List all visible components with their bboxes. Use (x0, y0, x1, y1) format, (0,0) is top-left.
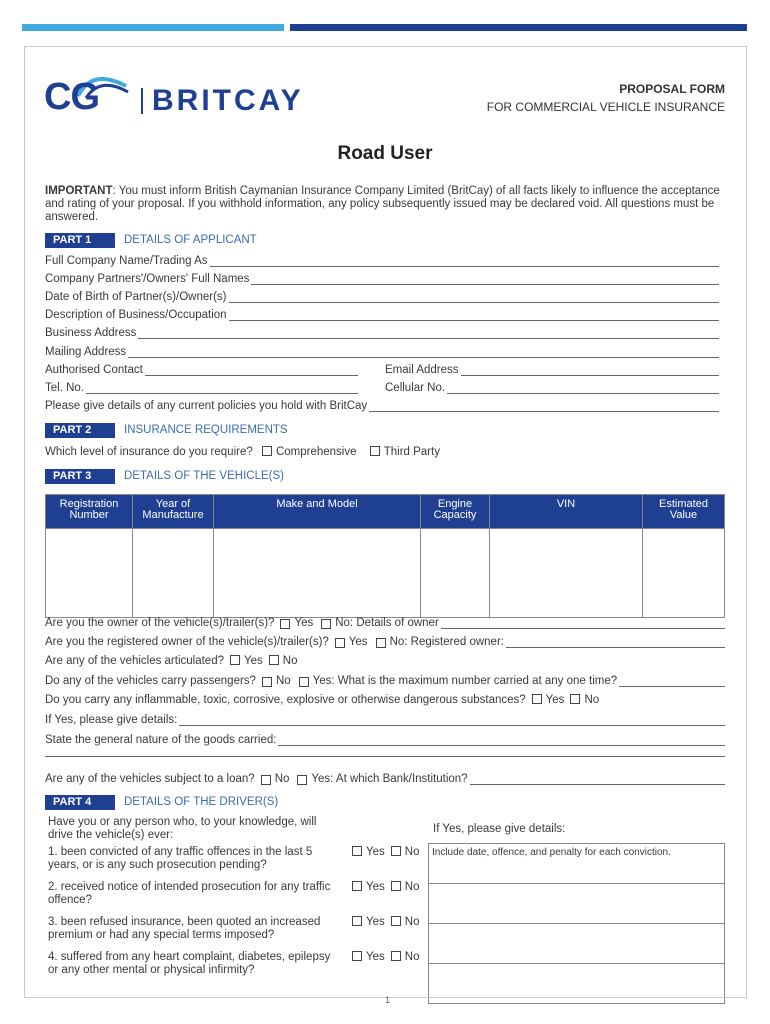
reg-yes-checkbox[interactable] (335, 638, 345, 648)
no-label: No (274, 773, 290, 785)
field-business-description[interactable] (45, 308, 719, 321)
column-header: Year of Manufacture (133, 495, 214, 529)
form-title: PROPOSAL FORM (619, 82, 725, 96)
registered-owner-field[interactable] (506, 637, 725, 648)
table-cell[interactable] (46, 529, 133, 618)
loan-question (45, 772, 725, 785)
question-text: Are any of the vehicles subject to a loan? (45, 773, 255, 785)
field-tel[interactable] (45, 381, 358, 394)
registered-owner-question (45, 635, 725, 648)
q3-options (346, 916, 419, 928)
yes-label: Yes: What is the maximum number carried at any one time? (312, 675, 618, 687)
field-company-name[interactable] (45, 254, 719, 267)
goods-extra-line[interactable] (45, 756, 725, 757)
logo-name: BRITCAY (152, 84, 304, 117)
loan-yes-checkbox[interactable] (297, 775, 307, 785)
third-party-checkbox[interactable] (370, 446, 380, 456)
yes-label: Yes (545, 694, 565, 706)
part2-label: PART 2 (45, 423, 115, 438)
question-text: Are any of the vehicles articulated? (45, 655, 224, 667)
yes-label: Yes (366, 881, 385, 893)
field-label: Please give details of any current policies you hold with BritCay (45, 400, 368, 412)
driver-question-4: 4. suffered from any heart complaint, diabetes, epilepsy or any other mental or physical infirmity? (48, 951, 331, 976)
page-title: Road User (337, 143, 433, 164)
details-heading: If Yes, please give details: (433, 823, 566, 835)
field-label: Business Address (45, 327, 137, 339)
details-cell-1[interactable] (429, 844, 725, 884)
no-label: No (584, 694, 600, 706)
part4-title: DETAILS OF THE DRIVER(S) (124, 796, 279, 808)
comprehensive-checkbox[interactable] (262, 446, 272, 456)
pass-no-checkbox[interactable] (262, 677, 272, 687)
q4-yes-checkbox[interactable] (352, 951, 362, 961)
driver-question-1: 1. been convicted of any traffic offences in the last 5 years, or is any such prosecution pending? (48, 846, 313, 871)
important-notice (45, 185, 735, 224)
owner-no-checkbox[interactable] (321, 619, 331, 629)
details-cell-3[interactable] (429, 924, 725, 964)
field-label: Email Address (385, 364, 459, 376)
field-label: State the general nature of the goods carried: (45, 734, 277, 746)
q1-no-checkbox[interactable] (391, 846, 401, 856)
logo-mark: CG (44, 76, 99, 118)
insurance-level-question (45, 446, 440, 458)
field-date-of-birth[interactable] (45, 290, 719, 303)
question-text: Do any of the vehicles carry passengers? (45, 675, 256, 687)
top-accent-bar-dark (290, 24, 747, 31)
part2-title: INSURANCE REQUIREMENTS (124, 424, 288, 436)
field-mailing-address[interactable] (45, 345, 719, 358)
max-passengers-field[interactable] (619, 676, 725, 687)
option-label: Third Party (383, 446, 440, 458)
no-label: No (404, 951, 420, 963)
q2-no-checkbox[interactable] (391, 881, 401, 891)
q1-options (346, 846, 419, 858)
bank-institution-field[interactable] (470, 774, 725, 785)
yes-label: Yes (366, 846, 385, 858)
loan-no-checkbox[interactable] (261, 775, 271, 785)
field-label: If Yes, please give details: (45, 714, 178, 726)
yes-label: Yes: At which Bank/Institution? (311, 773, 468, 785)
owner-question (45, 616, 725, 629)
no-label: No (404, 881, 420, 893)
field-partners-names[interactable] (45, 272, 719, 285)
part4-label: PART 4 (45, 795, 115, 810)
option-label: Comprehensive (275, 446, 357, 458)
field-label: Tel. No. (45, 382, 84, 394)
field-label: Mailing Address (45, 346, 127, 358)
field-label: Authorised Contact (45, 364, 143, 376)
danger-yes-checkbox[interactable] (532, 694, 542, 704)
question-text: Are you the registered owner of the vehicle(s)/trailer(s)? (45, 636, 329, 648)
vehicle-table (45, 494, 725, 618)
driver-question-3: 3. been refused insurance, been quoted an increased premium or had any special terms imposed? (48, 916, 321, 941)
q2-yes-checkbox[interactable] (352, 881, 362, 891)
art-no-checkbox[interactable] (269, 655, 279, 665)
owner-yes-checkbox[interactable] (280, 619, 290, 629)
q4-no-checkbox[interactable] (391, 951, 401, 961)
column-header: Estimated Value (643, 495, 725, 529)
driver-details-table (428, 843, 725, 1004)
column-header: VIN (490, 495, 643, 529)
yes-label: Yes (366, 916, 385, 928)
question-text: Do you carry any inflammable, toxic, corrosive, explosive or otherwise dangerous substances? (45, 694, 526, 706)
yes-label: Yes (366, 951, 385, 963)
field-label: Description of Business/Occupation (45, 309, 227, 321)
footer-line-right (406, 997, 747, 998)
no-label: No (404, 916, 420, 928)
passengers-question (45, 674, 725, 687)
field-label: Company Partners'/Owners' Full Names (45, 273, 250, 285)
field-current-policies[interactable] (45, 399, 719, 412)
pass-yes-checkbox[interactable] (299, 677, 309, 687)
table-cell[interactable] (421, 529, 490, 618)
field-dangerous-details[interactable] (45, 713, 725, 726)
field-goods-nature[interactable] (45, 733, 725, 746)
table-cell[interactable] (643, 529, 725, 618)
form-subtitle: FOR COMMERCIAL VEHICLE INSURANCE (486, 100, 725, 114)
no-label: No (404, 846, 420, 858)
field-label: Cellular No. (385, 382, 446, 394)
q3-no-checkbox[interactable] (391, 916, 401, 926)
art-yes-checkbox[interactable] (230, 655, 240, 665)
table-cell[interactable] (490, 529, 643, 618)
articulated-question (45, 655, 297, 667)
question-text: Are you the owner of the vehicle(s)/trailer(s)? (45, 617, 275, 629)
no-label: No (282, 655, 298, 667)
driver-intro: Have you or any person who, to your knowledge, will drive the vehicle(s) ever: (48, 816, 317, 841)
details-cell-2[interactable] (429, 884, 725, 924)
dangerous-substances-question (45, 694, 599, 706)
yes-label: Yes (244, 655, 263, 667)
part3-label: PART 3 (45, 469, 115, 484)
field-label: Date of Birth of Partner(s)/Owner(s) (45, 291, 227, 303)
part1-title: DETAILS OF APPLICANT (124, 234, 257, 246)
column-header: Engine Capacity (421, 495, 490, 529)
table-cell[interactable] (133, 529, 214, 618)
table-cell[interactable] (214, 529, 421, 618)
danger-no-checkbox[interactable] (570, 694, 580, 704)
details-hint: Include date, offence, and penalty for each conviction. (432, 847, 671, 858)
column-header: Make and Model (214, 495, 421, 529)
q4-options (346, 951, 419, 963)
important-text: : You must inform British Caymanian Insurance Company Limited (BritCay) of all facts likely to influence the acceptance and rating of your proposal. If you withhold information, any policy subsequently issued may be declared void. All questions must be answered. (45, 185, 720, 223)
field-label: Full Company Name/Trading As (45, 255, 208, 267)
part3-title: DETAILS OF THE VEHICLE(S) (124, 470, 284, 482)
yes-label: Yes (294, 617, 314, 629)
reg-no-checkbox[interactable] (376, 638, 386, 648)
important-label: IMPORTANT (45, 185, 113, 197)
yes-label: Yes (348, 636, 368, 648)
q3-yes-checkbox[interactable] (352, 916, 362, 926)
footer-line-left (24, 997, 366, 998)
field-business-address[interactable] (45, 326, 719, 339)
no-label: No: Details of owner (335, 617, 439, 629)
logo-separator (141, 88, 143, 114)
field-email[interactable] (385, 363, 719, 376)
field-cellular[interactable] (385, 381, 719, 394)
column-header: Registration Number (46, 495, 133, 529)
question-text: Which level of insurance do you require? (45, 446, 253, 458)
field-authorised-contact[interactable] (45, 363, 358, 376)
owner-details-field[interactable] (441, 618, 725, 629)
no-label: No (275, 675, 291, 687)
top-accent-bar-light (22, 24, 284, 31)
q2-options (346, 881, 419, 893)
q1-yes-checkbox[interactable] (352, 846, 362, 856)
part1-label: PART 1 (45, 233, 115, 248)
page-number: 1 (385, 995, 391, 1005)
no-label: No: Registered owner: (389, 636, 504, 648)
driver-question-2: 2. received notice of intended prosecution for any traffic offence? (48, 881, 331, 906)
